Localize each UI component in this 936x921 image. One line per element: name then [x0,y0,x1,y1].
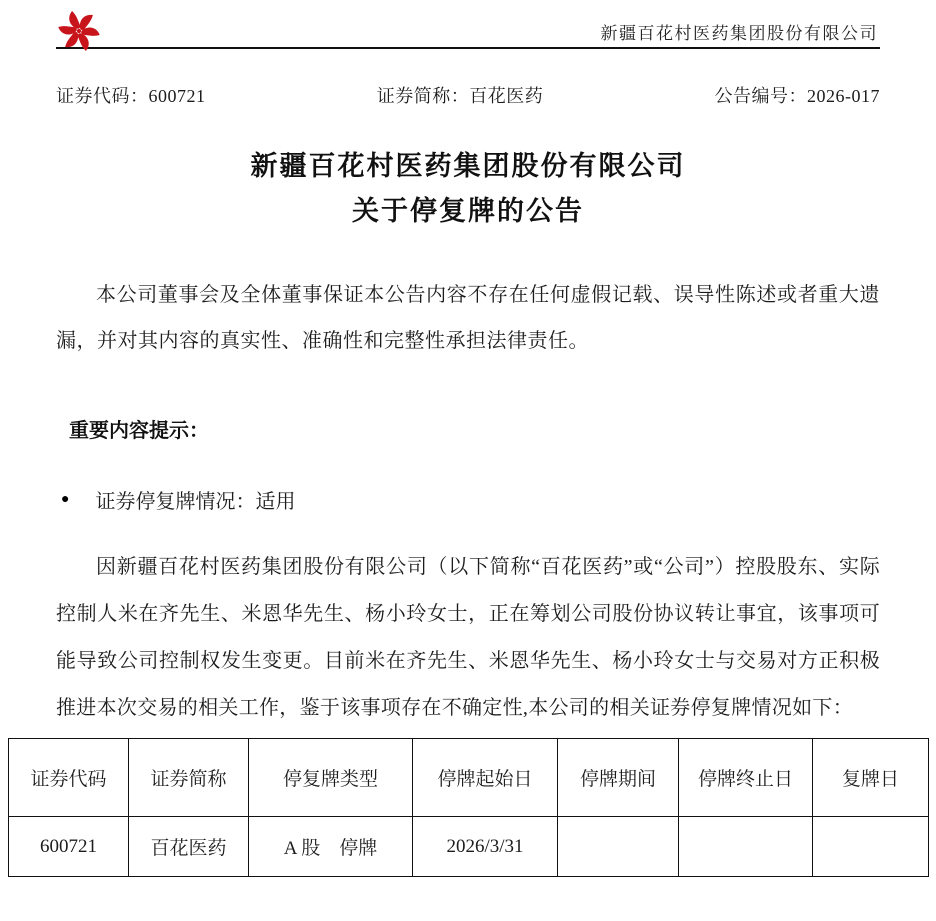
table-header-row [9,739,929,817]
securities-info-row [56,82,880,108]
announcement-number-value: 2026-017 [807,86,880,106]
baihuacun-flower-logo [58,10,100,52]
cell-resumption-date [813,817,929,877]
document-header [56,0,880,49]
col-header-suspension-type: 停复牌类型 [249,739,413,817]
important-notice-heading: 重要内容提示： [69,420,209,442]
suspension-status-text: 证券停复牌情况：适用 [95,491,296,513]
col-header-period: 停牌期间 [558,739,679,817]
table-row [9,817,929,877]
col-header-end-date: 停牌终止日 [679,739,813,817]
stock-short-name [377,82,544,108]
page-title [56,144,880,234]
col-header-resumption-date: 复牌日 [813,739,929,817]
stock-short-name-label: 证券简称： [376,86,470,106]
title-line-2: 关于停复牌的公告 [352,196,584,226]
cell-end-date [679,817,813,877]
cell-stock-name: 百花医药 [129,817,249,877]
stock-code [56,82,206,108]
col-header-stock-name: 证券简称 [129,739,249,817]
board-disclaimer: 本公司董事会及全体董事保证本公告内容不存在任何虚假记载、误导性陈述或者重大遗漏，并对其内容的真实性、准确性和完整性承担法律责任。 [56,284,880,352]
cell-suspension-type: A 股 停牌 [249,817,413,877]
header-company-name: 新疆百花村医药集团股份有限公司 [600,24,878,43]
body-paragraph: 因新疆百花村医药集团股份有限公司（以下简称“百花医药”或“公司”）控股股东、实际控制人米在齐先生、米恩华先生、杨小玲女士，正在筹划公司股份协议转让事宜，该事项可能导致公司控制权发生变更。目前米在齐先生、米恩华先生、杨小玲女士与交易对方正积极推进本次交易的相关工作，鉴于该事项存在不确定性,本公司的相关证券停复牌情况如下： [56,556,880,719]
cell-period [558,817,679,877]
suspension-status-bullet [56,485,880,514]
announcement-number-label: 公告编号： [714,86,807,106]
col-header-start-date: 停牌起始日 [413,739,558,817]
stock-code-value: 600721 [148,86,206,106]
announcement-number [715,82,881,108]
stock-code-label: 证券代码： [56,86,149,106]
cell-stock-code: 600721 [9,817,129,877]
cell-start-date: 2026/3/31 [413,817,558,877]
stock-short-name-value: 百花医药 [469,86,544,106]
bullet-icon: ● [61,491,70,507]
suspension-table [8,738,929,877]
title-line-1: 新疆百花村医药集团股份有限公司 [250,151,686,181]
col-header-stock-code: 证券代码 [9,739,129,817]
